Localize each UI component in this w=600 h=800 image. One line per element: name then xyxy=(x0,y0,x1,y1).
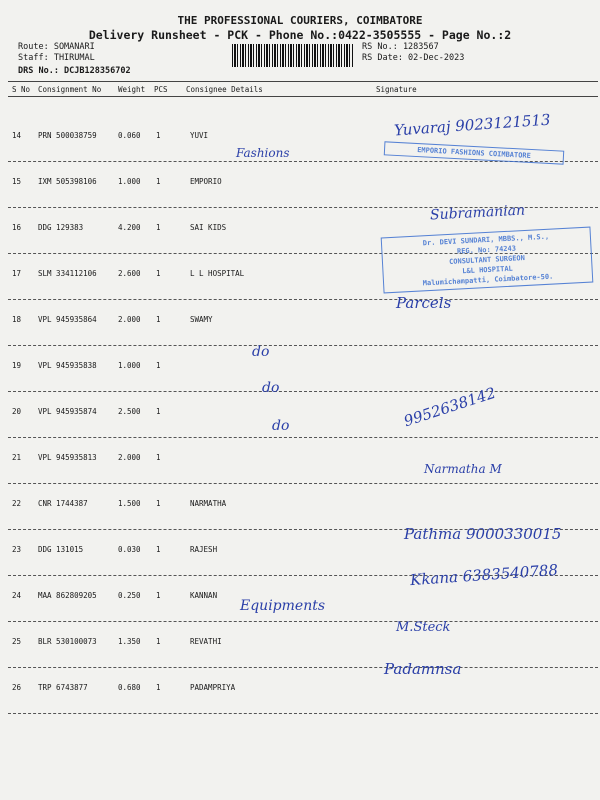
row-pcs: 1 xyxy=(156,683,161,692)
signature-22: Narmatha M xyxy=(424,462,502,476)
signature-24: Kkana 6383540788 xyxy=(409,560,559,590)
row-sno: 25 xyxy=(12,637,22,646)
row-cons: DDG 131015 xyxy=(38,545,84,554)
row-pcs: 1 xyxy=(156,361,161,370)
ditto-19: do xyxy=(252,344,270,360)
signature-16: Subramanian xyxy=(429,202,526,224)
row-weight: 2.500 xyxy=(118,407,141,416)
row-pcs: 1 xyxy=(156,407,161,416)
row-divider xyxy=(8,299,598,300)
stamp-address: Malumichampatti, Coimbatore-50. xyxy=(422,272,554,288)
row-name: L L HOSPITAL xyxy=(190,269,245,278)
row-cons: DDG 129383 xyxy=(38,223,84,232)
row-pcs: 1 xyxy=(156,131,161,140)
row-divider xyxy=(8,713,598,714)
row-sno: 19 xyxy=(12,361,22,370)
row-weight: 2.600 xyxy=(118,269,141,278)
row-weight: 1.000 xyxy=(118,177,141,186)
row-name: SWAMY xyxy=(190,315,213,324)
row-sno: 23 xyxy=(12,545,22,554)
col-signature: Signature xyxy=(376,85,417,94)
signature-23: Pathma 9000330015 xyxy=(404,525,562,543)
row-name: YUVI xyxy=(190,131,209,140)
runsheet-subtitle: Delivery Runsheet - PCK - Phone No.:0422-3505555 - Page No.:2 xyxy=(88,28,512,42)
signature-18: Parcels xyxy=(396,294,452,312)
row-sno: 22 xyxy=(12,499,22,508)
col-sno: S No xyxy=(12,85,31,94)
row-sno: 20 xyxy=(12,407,22,416)
row-sno: 26 xyxy=(12,683,22,692)
row-cons: VPL 945935813 xyxy=(38,453,97,462)
table-header-rule xyxy=(8,96,598,97)
row-sno: 24 xyxy=(12,591,22,600)
col-consignee: Consignee Details xyxy=(186,85,263,94)
row-divider xyxy=(8,621,598,622)
col-consignment: Consignment No xyxy=(38,85,102,94)
row-divider xyxy=(8,667,598,668)
col-weight: Weight xyxy=(118,85,146,94)
row-cons: MAA 862809205 xyxy=(38,591,97,600)
ditto-20: do xyxy=(262,380,280,396)
row-sno: 21 xyxy=(12,453,22,462)
stamp-role: CONSULTANT SURGEON xyxy=(448,254,526,266)
row-divider xyxy=(8,345,598,346)
stamp-reg: REG. No: 74243 xyxy=(456,244,517,256)
rs-date: RS Date: 02-Dec-2023 xyxy=(362,53,465,63)
row-cons: PRN 500038759 xyxy=(38,131,97,140)
row-pcs: 1 xyxy=(156,545,161,554)
handwritten-equipments: Equipments xyxy=(240,598,326,614)
row-sno: 15 xyxy=(12,177,22,186)
ditto-21: do xyxy=(272,418,290,434)
row-divider xyxy=(8,483,598,484)
row-name: NARMATHA xyxy=(190,499,227,508)
signature-25: M.Steck xyxy=(396,620,451,635)
row-cons: SLM 334112106 xyxy=(38,269,97,278)
signature-14: Yuvaraj 9023121513 xyxy=(393,110,552,140)
row-cons: TRP 6743877 xyxy=(38,683,88,692)
row-weight: 4.200 xyxy=(118,223,141,232)
row-pcs: 1 xyxy=(156,591,161,600)
row-pcs: 1 xyxy=(156,453,161,462)
barcode xyxy=(232,44,354,67)
row-divider xyxy=(8,437,598,438)
row-divider xyxy=(8,391,598,392)
row-pcs: 1 xyxy=(156,269,161,278)
table-top-rule xyxy=(8,81,598,82)
signature-26: Padamnsa xyxy=(384,660,462,678)
row-weight: 1.000 xyxy=(118,361,141,370)
hospital-stamp xyxy=(381,227,594,294)
row-cons: VPL 945935864 xyxy=(38,315,97,324)
row-name: PADAMPRIYA xyxy=(190,683,236,692)
row-pcs: 1 xyxy=(156,499,161,508)
row-name: EMPORIO xyxy=(190,177,222,186)
row-weight: 2.000 xyxy=(118,315,141,324)
emporio-stamp: EMPORIO FASHIONS COIMBATORE xyxy=(384,141,564,164)
row-pcs: 1 xyxy=(156,315,161,324)
row-cons: VPL 945935874 xyxy=(38,407,97,416)
row-sno: 18 xyxy=(12,315,22,324)
row-name: RAJESH xyxy=(190,545,218,554)
handwritten-fashions: Fashions xyxy=(236,146,290,160)
row-pcs: 1 xyxy=(156,223,161,232)
row-weight: 1.500 xyxy=(118,499,141,508)
row-cons: CNR 1744387 xyxy=(38,499,88,508)
row-pcs: 1 xyxy=(156,177,161,186)
row-weight: 0.680 xyxy=(118,683,141,692)
row-cons: VPL 945935838 xyxy=(38,361,97,370)
row-weight: 1.350 xyxy=(118,637,141,646)
row-sno: 17 xyxy=(12,269,22,278)
row-weight: 2.000 xyxy=(118,453,141,462)
row-weight: 0.250 xyxy=(118,591,141,600)
row-cons: IXM 505398106 xyxy=(38,177,97,186)
row-sno: 16 xyxy=(12,223,22,232)
row-name: SAI KIDS xyxy=(190,223,227,232)
row-name: REVATHI xyxy=(190,637,222,646)
row-weight: 0.030 xyxy=(118,545,141,554)
row-cons: BLR 530100073 xyxy=(38,637,97,646)
company-title: THE PROFESSIONAL COURIERS, COIMBATORE xyxy=(177,14,423,27)
row-pcs: 1 xyxy=(156,637,161,646)
row-name: KANNAN xyxy=(190,591,218,600)
staff-label: Staff: THIRUMAL xyxy=(18,53,95,63)
col-pcs: PCS xyxy=(154,85,168,94)
row-sno: 14 xyxy=(12,131,22,140)
stamp-hospital: L&L HOSPITAL xyxy=(462,264,513,276)
route-label: Route: SOMANARI xyxy=(18,42,95,52)
stamp-doctor: Dr. DEVI SUNDARI, MBBS., M.S., xyxy=(422,232,550,248)
drs-number: DRS No.: DCJB128356702 xyxy=(18,66,131,76)
signature-20: 9952638142 xyxy=(401,383,498,431)
rs-number: RS No.: 1283567 xyxy=(362,42,439,52)
row-weight: 0.060 xyxy=(118,131,141,140)
